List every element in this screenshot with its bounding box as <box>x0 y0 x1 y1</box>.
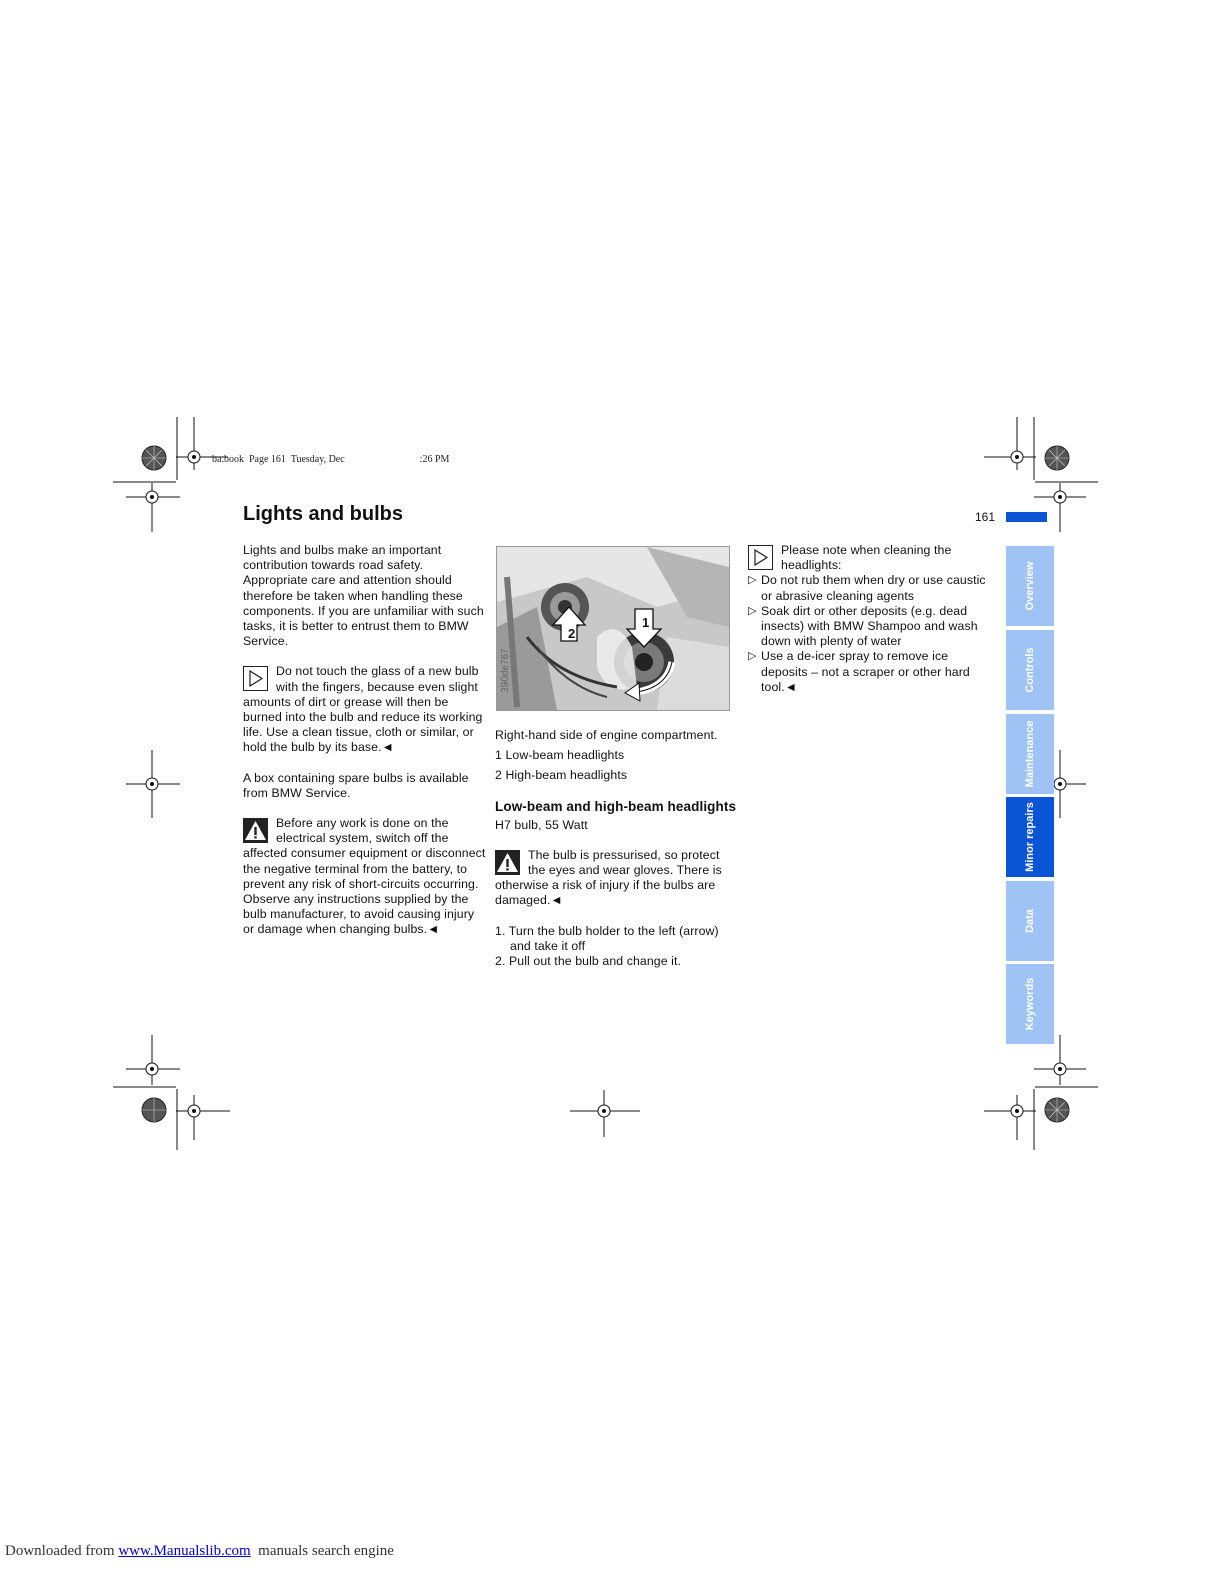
engine-photo-illustration <box>497 547 729 710</box>
note-cleaning <box>748 543 993 573</box>
note-cleaning-text: Please note when cleaning the headlights: <box>781 543 952 573</box>
section-heading: Low-beam and high-beam headlights <box>495 798 737 814</box>
tab-maintenance[interactable]: Maintenance <box>1006 714 1054 794</box>
intro-paragraph: Lights and bulbs make an important contribution towards road safety. Appropriate care and attention should therefore be taken when handling these components. If you are unfamiliar with such tasks, it is better to entrust them to BMW Service. <box>243 543 484 649</box>
footer-suffix: manuals search engine <box>250 1543 394 1559</box>
legend-item-2: 2 High-beam headlights <box>495 768 628 783</box>
bullet-triangle-icon: ▷ <box>748 650 757 663</box>
note-triangle-icon <box>243 666 268 691</box>
print-header: ba.book Page 161 Tuesday, Dec :26 PM <box>212 454 450 465</box>
column-2 <box>495 728 740 969</box>
bullet-triangle-icon: ▷ <box>748 574 757 587</box>
page-number-bar <box>1006 512 1047 522</box>
tab-overview[interactable]: Overview <box>1006 546 1054 626</box>
manufacturer-instructions-text: Observe any instructions supplied by the bulb manufacturer, to avoid causing injury or damage when changing bulbs.◄ <box>243 892 475 937</box>
warning-icon <box>243 818 268 843</box>
photo-code: 390de767 <box>499 648 511 693</box>
photo-caption: Right-hand side of engine compartment. <box>495 728 718 742</box>
spare-bulbs-text: A box containing spare bulbs is available from BMW Service. <box>243 770 469 800</box>
column-3 <box>748 543 993 695</box>
column-1 <box>243 543 488 938</box>
cleaning-list <box>748 573 993 695</box>
warning-electrical-text: Before any work is done on the electrical system, switch off the affected consumer equipment or disconnect the negative terminal from the battery, to prevent any risk of short-circuits occurring. <box>243 816 486 891</box>
list-item: ▷ Do not rub them when dry or use caustic or abrasive cleaning agents <box>748 573 986 603</box>
page-title: Lights and bulbs <box>243 503 403 525</box>
tab-controls[interactable]: Controls <box>1006 630 1054 710</box>
step-2: 2. Pull out the bulb and change it. <box>495 954 682 969</box>
download-footer <box>5 1543 394 1560</box>
list-item: ▷ Soak dirt or other deposits (e.g. dead insects) with BMW Shampoo and wash down with plenty of water <box>748 603 978 649</box>
footer-prefix: Downloaded from <box>5 1543 119 1559</box>
tab-data[interactable]: Data <box>1006 881 1054 961</box>
legend-item-1: 1 Low-beam headlights <box>495 748 625 763</box>
list-item: ▷ Use a de-icer spray to remove ice deposits – not a scraper or other hard tool.◄ <box>748 649 970 694</box>
note-glass <box>243 664 488 755</box>
note-triangle-icon <box>748 545 773 570</box>
note-glass-text: Do not touch the glass of a new bulb with the fingers, because even slight amounts of dirt or grease will then be burned into the bulb and reduce its working life. Use a clean tissue, cloth or similar, or hold the bulb by its base.◄ <box>243 664 483 755</box>
tab-minor-repairs[interactable]: Minor repairs <box>1006 797 1054 877</box>
warning-electrical <box>243 816 488 892</box>
photo-label-1: 1 <box>642 615 650 630</box>
engine-compartment-photo <box>496 546 730 711</box>
photo-label-2: 2 <box>568 626 576 641</box>
warning-pressurised <box>495 848 740 909</box>
warning-icon <box>495 850 520 875</box>
bullet-triangle-icon: ▷ <box>748 604 757 617</box>
page-number: 161 <box>975 510 996 524</box>
warning-pressurised-text: The bulb is pressurised, so protect the eyes and wear gloves. There is otherwise a risk of injury if the bulbs are damaged.◄ <box>495 847 722 908</box>
tab-keywords[interactable]: Keywords <box>1006 964 1054 1044</box>
manualslib-link[interactable]: www.Manualslib.com <box>118 1543 251 1559</box>
step-1: 1. Turn the bulb holder to the left (arrow) and take it off <box>495 923 719 953</box>
bulb-spec: H7 bulb, 55 Watt <box>495 817 588 832</box>
